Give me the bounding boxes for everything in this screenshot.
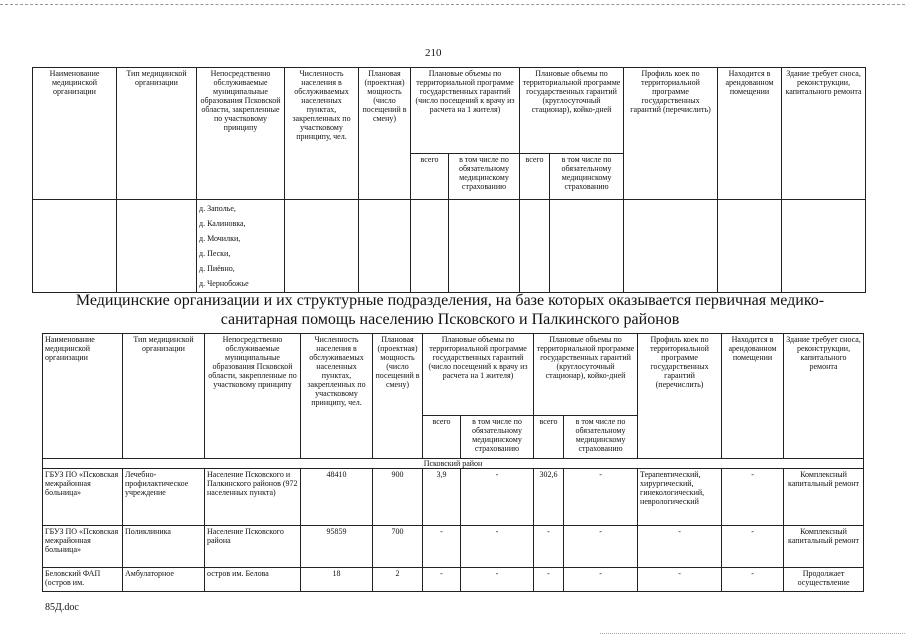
col-population: Численность населения в обслуживаемых населенных пунктах, закрепленных по участковому принципу, чел. xyxy=(301,334,373,459)
col-capacity: Плановая (проектная) мощность (число посещений в смену) xyxy=(359,68,411,200)
file-name-footer: 85Д.doc xyxy=(45,602,79,613)
col-ip-oms: в том числе по обязательному медицинскому страхованию xyxy=(550,154,624,200)
cell-leased: - xyxy=(722,469,784,526)
cell-ip-oms: - xyxy=(564,568,638,592)
cell-ip-total: 302,6 xyxy=(534,469,564,526)
cell-served: Население Псковского и Палкинского районов (972 населенных пункта) xyxy=(205,469,301,526)
col-repair: Здание требует сноса, реконструкции, капитального ремонта xyxy=(784,334,864,459)
col-ip-total: всего xyxy=(520,154,550,200)
cell-type: Амбулаторное xyxy=(123,568,205,592)
col-op-oms: в том числе по обязательному медицинскому страхованию xyxy=(449,154,520,200)
cell-capacity: 2 xyxy=(373,568,423,592)
cell-empty xyxy=(624,200,718,293)
table-row xyxy=(43,469,864,526)
col-repair: Здание требует сноса, реконструкции, капитального ремонта xyxy=(782,68,866,200)
document-title: Медицинские организации и их структурные подразделения, на базе которых оказывается первичная медико-санитарная помощь населению Псковского и Палкинского районов xyxy=(75,292,825,328)
cell-op-total: - xyxy=(423,568,461,592)
cell-name: ГБУЗ ПО «Псковская межрайонная больница» xyxy=(43,469,123,526)
cell-type: Поликлиника xyxy=(123,526,205,568)
col-served: Непосредственно обслуживаемые муниципальные образования Псковской области, закрепленные по участковому принципу xyxy=(197,68,285,200)
scan-edge-top xyxy=(0,4,905,5)
col-ip-oms: в том числе по обязательному медицинскому страхованию xyxy=(564,416,638,459)
col-name: Наименование медицинской организации xyxy=(33,68,117,200)
village-list xyxy=(197,200,285,293)
list-item: д. Пиёвно, xyxy=(199,264,235,273)
cell-profile: - xyxy=(638,526,722,568)
cell-profile: Терапевтический, хирургический, гинекологический, неврологический xyxy=(638,469,722,526)
col-type: Тип медицинской организации xyxy=(123,334,205,459)
col-name: Наименование медицинской организации xyxy=(43,334,123,459)
col-profile: Профиль коек по территориальной программе государственных гарантий (перечислить) xyxy=(638,334,722,459)
cell-name: Беловский ФАП (остров им. xyxy=(43,568,123,592)
cell-profile: - xyxy=(638,568,722,592)
list-item: д. Пески, xyxy=(199,249,231,258)
col-type: Тип медицинской организации xyxy=(117,68,197,200)
page-number: 210 xyxy=(425,47,442,59)
cell-empty xyxy=(33,200,117,293)
list-item: д. Калиновка, xyxy=(199,219,246,228)
cell-ip-oms: - xyxy=(564,526,638,568)
col-op-total: всего xyxy=(411,154,449,200)
col-ip-total: всего xyxy=(534,416,564,459)
cell-empty xyxy=(449,200,520,293)
col-op-oms: в том числе по обязательному медицинскому страхованию xyxy=(461,416,534,459)
cell-ip-total: - xyxy=(534,568,564,592)
cell-empty xyxy=(285,200,359,293)
cell-op-total: - xyxy=(423,526,461,568)
cell-ip-total: - xyxy=(534,526,564,568)
col-served: Непосредственно обслуживаемые муниципальные образования Псковской области, закрепленные по участковому принципу xyxy=(205,334,301,459)
col-op-total: всего xyxy=(423,416,461,459)
cell-capacity: 900 xyxy=(373,469,423,526)
col-leased: Находится в арендованном помещении xyxy=(718,68,782,200)
col-outpatient: Плановые объемы по территориальной программе государственных гарантий (число посещений к врачу из расчета на 1 жителя) xyxy=(411,68,520,154)
cell-repair: Комплексный капитальный ремонт xyxy=(784,526,864,568)
col-profile: Профиль коек по территориальной программе государственных гарантий (перечислить) xyxy=(624,68,718,200)
cell-empty xyxy=(782,200,866,293)
cell-ip-oms: - xyxy=(564,469,638,526)
cell-op-oms: - xyxy=(461,469,534,526)
cell-capacity: 700 xyxy=(373,526,423,568)
cell-served: остров им. Белова xyxy=(205,568,301,592)
col-inpatient: Плановые объемы по территориальной программе государственных гарантий (круглосуточный стационар), койко-дней xyxy=(534,334,638,416)
cell-population: 48410 xyxy=(301,469,373,526)
cell-op-total: 3,9 xyxy=(423,469,461,526)
cell-type: Лечебно-профилактическое учреждение xyxy=(123,469,205,526)
col-leased: Находится в арендованном помещении xyxy=(722,334,784,459)
col-population: Численность населения в обслуживаемых населенных пунктах, закрепленных по участковому принципу, чел. xyxy=(285,68,359,200)
col-capacity: Плановая (проектная) мощность (число посещений в смену) xyxy=(373,334,423,459)
cell-served: Население Псковского района xyxy=(205,526,301,568)
cell-empty xyxy=(718,200,782,293)
cell-leased: - xyxy=(722,526,784,568)
cell-empty xyxy=(359,200,411,293)
scan-edge-bottom xyxy=(600,633,905,634)
cell-repair: Продолжает осуществление xyxy=(784,568,864,592)
col-inpatient: Плановые объемы по территориальной программе государственных гарантий (круглосуточный стационар), койко-дней xyxy=(520,68,624,154)
cell-leased: - xyxy=(722,568,784,592)
table-medical-organizations xyxy=(42,333,864,592)
col-outpatient: Плановые объемы по территориальной программе государственных гарантий (число посещений к врачу из расчета на 1 жителя) xyxy=(423,334,534,416)
cell-repair: Комплексный капитальный ремонт xyxy=(784,469,864,526)
cell-name: ГБУЗ ПО «Псковская межрайонная больница» xyxy=(43,526,123,568)
section-row-pskov: Псковский район xyxy=(43,459,864,469)
list-item: д. Чернобожье xyxy=(199,279,249,288)
cell-empty xyxy=(411,200,449,293)
cell-population: 95859 xyxy=(301,526,373,568)
cell-empty xyxy=(117,200,197,293)
cell-empty xyxy=(550,200,624,293)
list-item: д. Заполье, xyxy=(199,204,236,213)
table-row xyxy=(43,526,864,568)
table-continuation xyxy=(32,67,866,293)
table-row xyxy=(43,568,864,592)
cell-population: 18 xyxy=(301,568,373,592)
cell-empty xyxy=(520,200,550,293)
list-item: д. Мочилки, xyxy=(199,234,241,243)
cell-op-oms: - xyxy=(461,526,534,568)
cell-op-oms: - xyxy=(461,568,534,592)
